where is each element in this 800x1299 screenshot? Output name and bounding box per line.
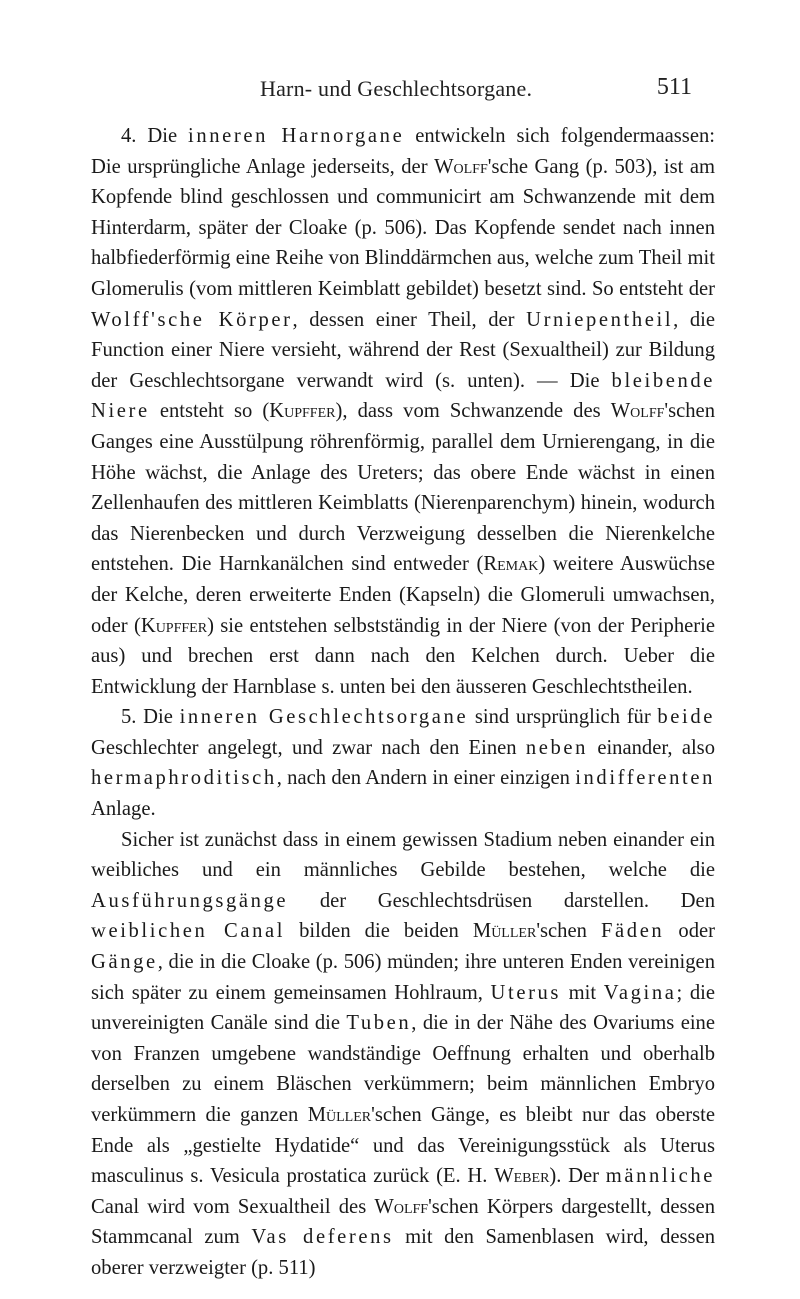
spaced-term: männliche (605, 1165, 715, 1188)
author-name: Müller (307, 1104, 372, 1126)
page-number: 511 (656, 74, 692, 100)
text-run: ) sie entstehen selbstständig in der Niere (von der Peripherie aus) und brechen erst dann nach den Kelchen durch. Ueber die Entwicklung der Harnblase s. unten bei den äusseren Geschlechtstheilen. (91, 614, 715, 698)
body-text (91, 121, 715, 1284)
spaced-term: Fäden (601, 920, 665, 943)
spaced-term: Ausführungsgänge (91, 889, 289, 912)
author-name: Kupffer (269, 400, 336, 423)
text-run: entsteht so ( (149, 400, 270, 423)
text-run: mit den Samenblasen wird, dessen oberer verzweigter (p. 511) (91, 1226, 716, 1279)
text-run: , nach den Andern in einer einzigen (276, 767, 576, 790)
spaced-term: hermaphroditisch (91, 767, 277, 790)
text-run: 'schen (536, 920, 601, 943)
text-run: , die in die Cloake (p. 506) münden; ihre unteren Enden vereinigen sich später zu einem gemeinsamen Hohlraum, (91, 951, 715, 1004)
author-name: Wolff (434, 155, 488, 178)
running-title: Harn- und Geschlechtsorgane. (260, 76, 533, 101)
author-name: Wolff (374, 1195, 429, 1218)
spaced-term: inneren Geschlechtsorgane (179, 706, 469, 729)
spaced-term: Vas deferens (251, 1226, 394, 1249)
text-run: 'schen Gänge, es bleibt nur das oberste Ende als „gestielte Hydatide“ und das Vereinigungsstück als Uterus masculinus s. Vesicula prostatica zurück (E. H. (91, 1104, 716, 1188)
spaced-term: Tuben (346, 1012, 412, 1035)
paragraph-inneren-harnorgane (91, 121, 715, 702)
spaced-term: indifferenten (575, 767, 715, 790)
author-name: Wolff (610, 400, 665, 423)
text-run: mit (561, 981, 604, 1004)
spaced-term: Urniерentheil (526, 308, 674, 331)
spaced-term: Uterus (490, 981, 562, 1004)
text-run: ) weitere Auswüchse der Kelche, deren erweiterte Enden (Kapseln) die Glomeruli umwachsen, oder ( (91, 553, 715, 637)
text-run: ; die unvereinigten Canäle sind die (91, 981, 715, 1035)
text-run: , die Function einer Niere versieht, während der Rest (Sexualtheil) zur Bildung der Geschlechtsorgane verwandt wird (s. unten). — Die (91, 308, 716, 392)
spaced-term: bleibende Niere (91, 369, 715, 423)
spaced-term: beide (657, 706, 716, 729)
text-run: oder (664, 920, 715, 943)
spaced-term: neben (525, 736, 589, 759)
text-run: Geschlechter angelegt, und zwar nach den Einen (91, 736, 526, 759)
paragraph-ausfuehrungsgaenge (91, 825, 715, 1284)
spaced-term: Vagina (603, 981, 677, 1004)
spaced-term: weiblichen Canal (91, 920, 286, 943)
text-run: 'schen Ganges eine Ausstülpung röhrenförmig, parallel dem Urnierengang, in die Höhe wächst, die Anlage des Ureters; das obere Ende wächst in einen Zellenhaufen des mittleren Keimblatts (Nierenparenchym) hinein, wodurch das Nierenbecken und durch Verzweigung desselben die Nierenkelche entstehen. Die Harnkanälchen sind entweder ( (91, 400, 715, 576)
text-run: 5. Die (121, 706, 180, 729)
author-name: Weber (494, 1165, 550, 1188)
text-run: 'schen Körpers dargestellt, dessen Stammcanal zum (91, 1195, 715, 1249)
text-run: entwickeln sich folgendermaassen: Die ursprüngliche Anlage jederseits, der (91, 125, 715, 178)
text-run: ), dass vom Schwanzende des (335, 400, 611, 423)
paragraph-inneren-geschlechtsorgane (91, 702, 715, 824)
text-run: , dessen einer Theil, der (292, 308, 527, 331)
author-name: Kupffer (140, 614, 208, 637)
text-run: Canal wird vom Sexualtheil des (91, 1195, 375, 1218)
text-run: der Geschlechtsdrüsen darstellen. Den (288, 889, 715, 912)
text-run: , die in der Nähe des Ovariums eine von Franzen umgebene wandständige Oeffnung erhalten und oberhalb derselben zu einem Bläschen verkümmern; beim männlichen Embryo verkümmern die ganzen (91, 1012, 715, 1126)
text-run: 'sche Gang (p. 503), ist am Kopfende blind geschlossen und communicirt am Schwanzende mit dem Hinterdarm, später der Cloake (p. 506). Das Kopfende sendet nach innen halbfiederförmig eine Reihe von Blinddärmchen aus, welche zum Theil mit Glomerulis (vom mittleren Keimblatt gebildet) besetzt sind. So entsteht der (91, 155, 715, 300)
text-run: Anlage. (91, 798, 156, 821)
text-run: 4. Die (121, 125, 189, 147)
text-run: Sicher ist zunächst dass in einem gewissen Stadium neben einander ein weibliches und ein männliches Gebilde bestehen, welche die (91, 828, 715, 882)
spaced-term: Gänge (91, 951, 158, 974)
text-run: ). Der (549, 1165, 606, 1188)
text-run: sind ursprünglich für (468, 706, 658, 729)
text-run: einander, also (588, 736, 715, 759)
author-name: Remak (483, 553, 539, 576)
author-name: Müller (472, 920, 537, 943)
running-header (100, 74, 700, 108)
spaced-term: inneren Harnorgane (188, 125, 405, 147)
spaced-term: Wolff'sche Körper (91, 308, 293, 331)
text-run: bilden die beiden (285, 920, 473, 943)
